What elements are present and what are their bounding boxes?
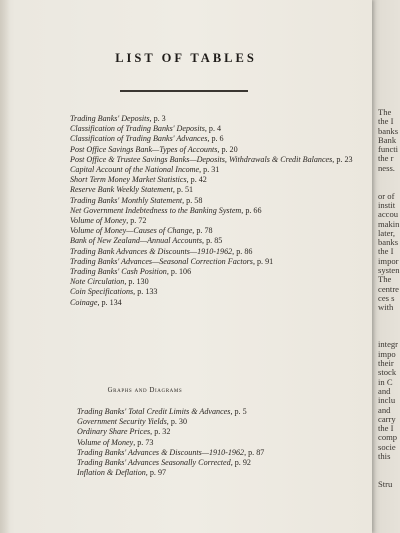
- facing-page-line: functi: [378, 145, 399, 155]
- entry-page-number: , p. 87: [244, 447, 265, 457]
- entry-page-number: , p. 85: [202, 236, 223, 246]
- table-entry: [70, 287, 366, 297]
- table-entry: [70, 236, 366, 246]
- facing-page-line: in C: [378, 377, 393, 387]
- entry-page-number: , p. 4: [204, 124, 222, 134]
- table-entry: [70, 247, 366, 257]
- entry-title: Short Term Money Market Statistics: [70, 175, 187, 185]
- entry-page-number: , p. 134: [97, 297, 122, 307]
- graph-entry: [77, 458, 366, 468]
- table-entry: [70, 175, 366, 185]
- entry-title: Ordinary Share Prices: [77, 427, 151, 437]
- entry-title: Trading Banks' Total Credit Limits & Advances: [77, 407, 231, 416]
- entry-title: Note Circulation: [70, 277, 125, 287]
- entry-title: Classification of Trading Banks' Deposits: [70, 124, 205, 134]
- table-entry: [70, 134, 366, 144]
- entry-page-number: , p. 20: [217, 144, 238, 154]
- facing-page-line: with: [378, 303, 394, 313]
- facing-page-line: makin: [378, 219, 400, 229]
- graph-entry: [77, 417, 366, 427]
- tables-list: [70, 114, 366, 308]
- entry-title: Trading Banks' Advances & Discounts—1910-1962: [77, 447, 245, 457]
- facing-page-line: instit: [378, 200, 396, 210]
- graph-entry: [77, 468, 366, 478]
- facing-page-line: accou: [378, 210, 399, 220]
- facing-page-line: the I: [378, 117, 394, 127]
- entry-title: Classification of Trading Banks' Advances: [70, 134, 208, 144]
- facing-page-line: The: [378, 275, 392, 285]
- facing-page-line: comp: [378, 433, 398, 443]
- entry-title: Government Security Yields: [77, 417, 167, 427]
- entry-title: Volume of Money—Causes of Change: [70, 226, 193, 236]
- facing-page-line: and: [378, 386, 391, 396]
- entry-page-number: , p. 42: [186, 175, 207, 185]
- facing-page-line: the I: [378, 424, 394, 434]
- facing-page-line: impo: [378, 349, 396, 359]
- facing-page-line: this: [378, 451, 391, 461]
- facing-page-line: banks: [378, 126, 399, 136]
- entry-page-number: , p. 72: [126, 216, 147, 226]
- table-entry: [70, 145, 366, 155]
- entry-page-number: , p. 92: [230, 458, 251, 468]
- entry-page-number: , p. 130: [124, 277, 149, 287]
- facing-page-line: the I: [378, 247, 394, 257]
- entry-page-number: , p. 5: [230, 407, 247, 416]
- entry-page-number: , p. 30: [166, 417, 187, 427]
- table-entry: [70, 206, 366, 216]
- table-entry: [70, 298, 366, 308]
- facing-page-line: [378, 182, 400, 191]
- facing-page-line: The: [378, 108, 392, 117]
- table-entry: [70, 277, 366, 287]
- graph-entry: [77, 427, 366, 437]
- table-entry: [70, 114, 366, 124]
- table-entry: [70, 196, 366, 206]
- entry-title: Inflation & Deflation: [77, 468, 146, 478]
- entry-title: Post Office Savings Bank—Types of Accounts: [70, 144, 218, 154]
- facing-page-line: the r: [378, 154, 394, 164]
- graph-entry: [77, 438, 366, 448]
- entry-title: Trading Banks' Monthly Statement: [70, 195, 183, 205]
- facing-page-line: socie: [378, 442, 396, 452]
- entry-page-number: , p. 133: [133, 287, 158, 297]
- table-entry: [70, 216, 366, 226]
- entry-title: Trading Banks' Cash Position: [70, 267, 167, 277]
- page-title: LIST OF TABLES: [115, 51, 257, 65]
- entry-page-number: , p. 73: [133, 437, 154, 447]
- facing-page-line: ces s: [378, 293, 395, 303]
- table-entry: [70, 155, 366, 165]
- entry-title: Capital Account of the National Income: [70, 165, 200, 175]
- entry-title: Coin Specifications: [70, 287, 134, 297]
- facing-page-line: stock: [378, 368, 397, 378]
- graph-entry: [77, 407, 366, 417]
- facing-page-line: Bank: [378, 135, 397, 145]
- facing-page-line: carry: [378, 414, 396, 424]
- facing-page-line: banks: [378, 238, 399, 248]
- facing-page-line: centre: [378, 284, 399, 294]
- entry-page-number: , p. 58: [182, 195, 203, 205]
- page-gutter-shadow: [0, 0, 10, 533]
- entry-title: Trading Banks' Advances—Seasonal Correction Factors: [70, 256, 253, 266]
- entry-title: Volume of Money: [70, 216, 127, 226]
- entry-title: Volume of Money: [77, 437, 134, 447]
- entry-page-number: , p. 97: [145, 468, 167, 478]
- entry-title: Post Office & Trustee Savings Banks—Deposits, Withdrawals & Credit Balances: [70, 154, 333, 164]
- title-rule: [120, 90, 248, 92]
- entry-page-number: , p. 23: [332, 154, 353, 164]
- entry-title: Coinage: [70, 297, 98, 307]
- table-entry: [70, 267, 366, 277]
- table-entry: [70, 257, 366, 267]
- entry-page-number: , p. 86: [232, 246, 253, 256]
- facing-page-line: [378, 331, 400, 340]
- entry-title: Trading Banks' Deposits: [70, 114, 150, 123]
- entry-page-number: , p. 91: [252, 256, 274, 266]
- facing-page-line: impor: [378, 256, 399, 266]
- graphs-heading: Graphs and Diagrams: [107, 387, 183, 394]
- facing-page-line: [378, 173, 400, 182]
- entry-page-number: , p. 66: [241, 205, 262, 215]
- facing-page-line: their: [378, 359, 394, 369]
- entry-page-number: , p. 51: [172, 185, 194, 195]
- entry-page-number: , p. 32: [150, 427, 171, 437]
- facing-page-line: integr: [378, 340, 399, 350]
- facing-page-text: [378, 108, 400, 489]
- facing-page-line: inclu: [378, 396, 396, 406]
- facing-page-line: [378, 322, 400, 331]
- facing-page-line: [378, 461, 400, 470]
- table-entry: [70, 185, 366, 195]
- entry-title: Net Government Indebtedness to the Banking System: [70, 205, 242, 215]
- table-entry: [70, 124, 366, 134]
- facing-page-line: Stru: [378, 479, 393, 489]
- entry-page-number: , p. 78: [192, 226, 213, 236]
- table-entry: [70, 165, 366, 175]
- entry-title: Bank of New Zealand—Annual Accounts: [70, 236, 203, 246]
- graph-entry: [77, 448, 366, 458]
- facing-page-line: later,: [378, 228, 396, 238]
- graphs-list: [77, 407, 366, 478]
- entry-page-number: , p. 6: [207, 134, 224, 144]
- facing-page-line: systen: [378, 266, 400, 276]
- entry-title: Trading Bank Advances & Discounts—1910-1962: [70, 246, 233, 256]
- facing-page-line: [378, 471, 400, 480]
- facing-page-line: [378, 313, 400, 322]
- table-entry: [70, 226, 366, 236]
- facing-page-line: ness.: [378, 163, 395, 173]
- entry-title: Reserve Bank Weekly Statement: [70, 185, 173, 195]
- facing-page-line: or of: [378, 191, 395, 201]
- facing-page-line: and: [378, 405, 391, 415]
- entry-title: Trading Banks' Advances Seasonally Corrected: [77, 458, 231, 468]
- entry-page-number: , p. 3: [149, 114, 166, 123]
- entry-page-number: , p. 31: [199, 165, 220, 175]
- entry-page-number: , p. 106: [166, 267, 192, 277]
